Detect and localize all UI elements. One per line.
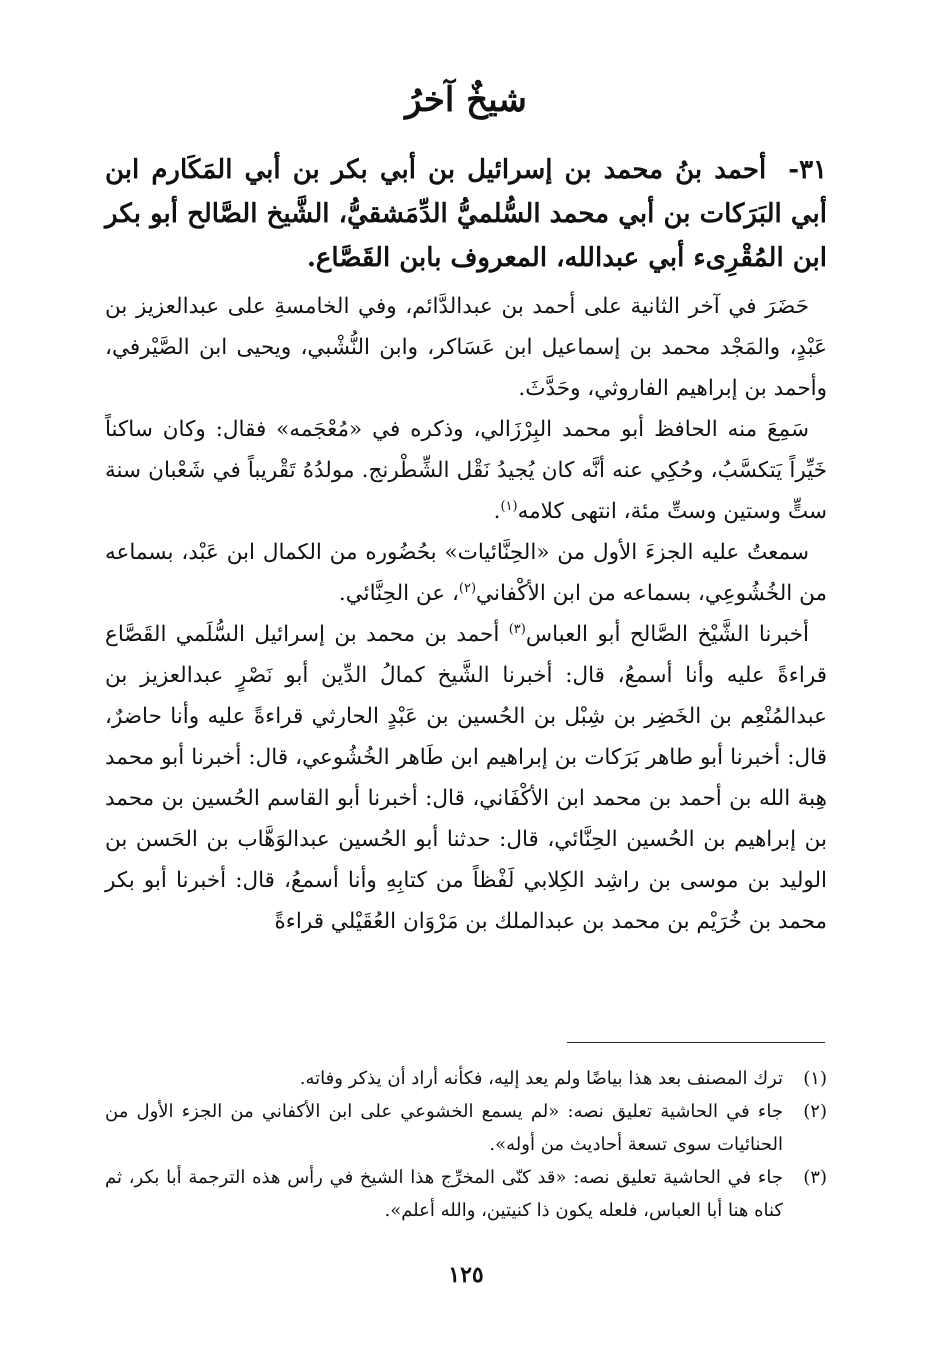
paragraph-text: أخبرنا الشَّيْخ الصَّالح أبو العباس [525,622,809,647]
entry-name-text: أحمد بنُ محمد بن إسرائيل بن أبي بكر بن أبي المَكَارم ابن أبي البَرَكات بن أبي محمد السُّلميُّ الدِّمَشقيُّ، الشَّيخ الصَّالح أبو بكر ابن المُقْرِىء أبي عبدالله، المعروف بابن القَصَّاع. [105,155,827,273]
footnote-text: جاء في الحاشية تعليق نصه: «لم يسمع الخشوعي على ابن الأكفاني من الجزء الأول من الحنائيات سوى تسعة أحاديث من أوله». [105,1101,783,1155]
biography-entry-title [105,148,827,280]
footnote [105,1062,827,1095]
footnote-marker[interactable]: (٣) [508,621,526,637]
paragraph [105,409,827,532]
footnote-divider [567,1042,825,1043]
footnote-marker[interactable]: (٢) [458,580,477,596]
entry-number: ٣١- [788,155,827,185]
footnote [105,1161,827,1227]
paragraph-text: حَضَرَ في آخر الثانية على أحمد بن عبدالدَّائم، وفي الخامسةِ على عبدالعزيز بن عَبْدٍ، والمَجْد محمد بن إسماعيل ابن عَسَاكر، وابن النُّشْبي، ويحيى ابن الصَّيْرفي، وأحمد بن إبراهيم الفاروثي، وحَدَّثَ. [105,294,827,401]
section-heading: شيخٌ آخرُ [405,80,527,120]
footnote [105,1095,827,1161]
page-number: ١٢٥ [448,1262,484,1288]
paragraph-text: سمعتُ عليه الجزءَ الأول من «الحِنَّائيات» بحُضُوره من الكمال ابن عَبْد، بسماعه من الخُشُوعِي، بسماعه من ابن الأكْفاني [105,540,827,606]
paragraph-text: سَمِعَ منه الحافظ أبو محمد البِرْزَالي، وذكره في «مُعْجَمه» فقال: وكان ساكناً خَيِّراً يَتكسَّبُ، وحُكِي عنه أنَّه كان يُجيدُ نَقْل الشِّطْرنج. مولدُهُ تَقْريباً في شَعْبان سنة ستٍّ وستين وستِّ مئة، انتهى كلامه [105,417,827,524]
paragraph [105,532,827,614]
body-text [105,286,827,942]
paragraph-tail: أحمد بن محمد بن إسرائيل السُّلَمي القَصَّاع قراءةً عليه وأنا أسمعُ، قال: أخبرنا الشَّيخ كمالُ الدِّين أبو نَصْرٍ عبدالعزيز بن عبدالمُنْعِم بن الخَضِر بن شِبْل بن الحُسين بن عَبْدٍ الحارثي قراءةً عليه وأنا حاضرٌ، قال: أخبرنا أبو طاهر بَرَكات بن إبراهيم ابن طَاهر الخُشُوعي، قال: أخبرنا أبو محمد هِبة الله بن أحمد بن محمد ابن الأكْفَاني، قال: أخبرنا أبو القاسم الحُسين بن محمد بن إبراهيم بن الحُسين الحِنَّائي، قال: حدثنا أبو الحُسين عبدالوَهَّاب بن الحَسن بن الوليد بن موسى بن راشِد الكِلابي لَفْظاً من كتابِهِ وأنا أسمعُ، قال: أخبرنا أبو بكر محمد بن خُرَيْم بن محمد بن عبدالملك بن مَرْوَان العُقَيْلي قراءةً [105,622,827,934]
footnote-number: (٣) [803,1167,827,1188]
footnote-number: (١) [803,1068,827,1089]
footnote-text: ترك المصنف بعد هذا بياضًا ولم يعد إليه، فكأنه أراد أن يذكر وفاته. [299,1068,783,1089]
paragraph-tail: . [493,499,501,524]
paragraph [105,614,827,942]
paragraph-tail: ، عن الحِنَّائي. [338,581,459,606]
paragraph [105,286,827,409]
footnotes [105,1062,827,1227]
footnote-marker[interactable]: (١) [500,498,518,514]
footnote-number: (٢) [803,1101,827,1122]
footnote-text: جاء في الحاشية تعليق نصه: «قد كنّى المخرِّج هذا الشيخ في رأس هذه الترجمة أبا بكر، ثم كناه هنا أبا العباس، فلعله يكون ذا كنيتين، والله أعلم». [105,1167,783,1221]
